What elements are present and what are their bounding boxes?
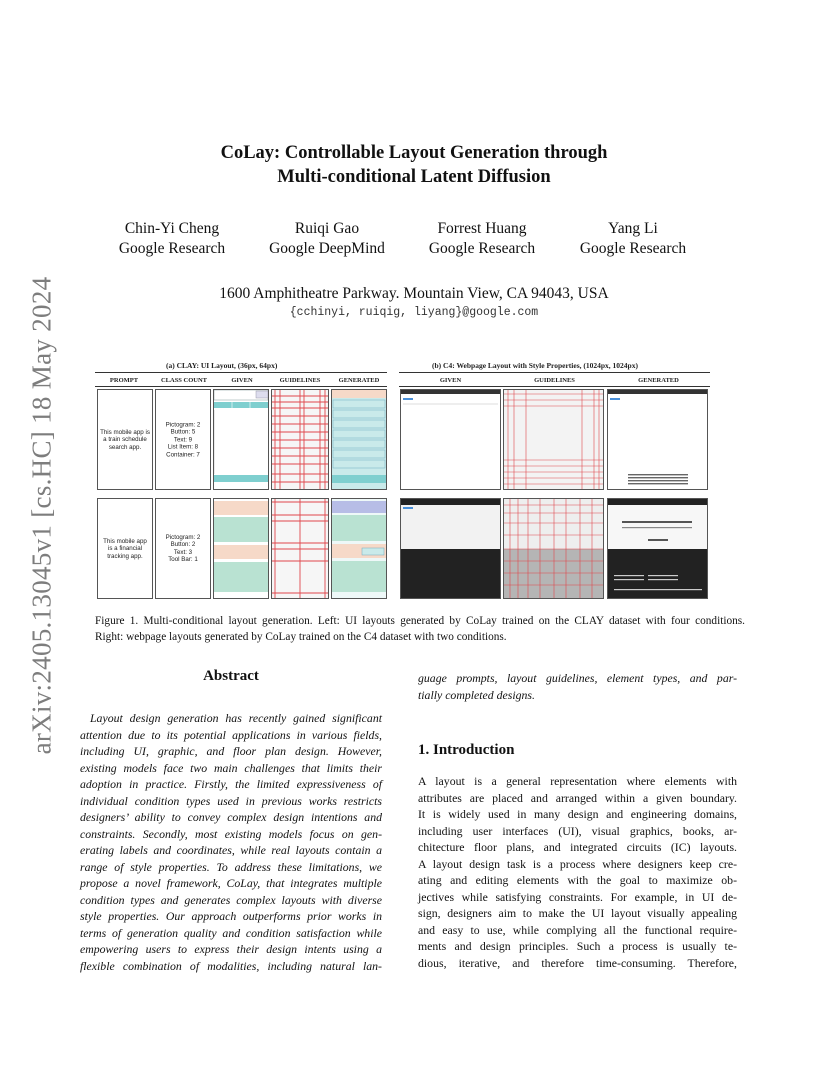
author-name: Forrest Huang (437, 220, 527, 237)
webpage-sketch (608, 390, 707, 489)
title-line: CoLay: Controllable Layout Generation through (220, 143, 608, 163)
guideline-layout (271, 498, 329, 599)
abstract-line: constraints. Secondly, most existing models focus on gen- (80, 826, 382, 841)
prompt-cell (97, 498, 153, 599)
abstract-line: propose a novel framework, CoLay, that integrates multiple (80, 876, 382, 890)
class-count-cell (155, 389, 211, 490)
column-header-prompt: PROMPT (109, 377, 139, 384)
abstract-line: erating labels and coordinates, while real layouts contain a (80, 843, 382, 857)
class-count-text: Pictogram: 2 Button: 2 Text: 3 Tool Bar: 1 (165, 533, 201, 563)
author-affiliation: Google DeepMind (269, 239, 385, 257)
webpage-sketch (608, 499, 707, 598)
arxiv-identifier: arXiv:2405.13045v1 [cs.HC] 18 May 2024 (26, 276, 57, 754)
intro-line: A layout is a general representation where elements with (418, 774, 737, 788)
webpage-guidelines (503, 498, 604, 599)
abstract-line: adoption in practice. Firstly, the limited expressiveness of (80, 777, 382, 791)
abstract-line: style properties. Our approach outperforms prior works in (80, 909, 382, 923)
class-count-text: Pictogram: 2 Button: 5 Text: 9 List Item: 8 Container: 7 (165, 420, 201, 458)
author-name: Chin-Yi Cheng (124, 220, 220, 237)
webpage-guidelines (503, 389, 604, 490)
abstract-line: condition types and generates complex layouts with diverse (80, 892, 382, 907)
abstract-line: Layout design generation has recently gained significant (90, 711, 382, 725)
author-block (269, 219, 385, 258)
prompt-text: This mobile app is a train schedule search app. (100, 428, 150, 451)
figure-1 (0, 356, 828, 604)
intro-line: It is widely used in many design and engineering domains, (418, 807, 737, 821)
column-header-generated: GENERATED (338, 377, 380, 384)
abstract-line: guage prompts, layout guidelines, element types, and par- (418, 671, 737, 685)
column-header-guidelines: GUIDELINES (534, 377, 575, 384)
abstract-line: empowering users to express their design intents using a (80, 942, 382, 956)
class-count-cell (155, 498, 211, 599)
guideline-layout (271, 389, 329, 490)
author-emails[interactable]: {cchinyi, ruiqig, liyang}@google.com (289, 306, 539, 319)
intro-line: including user interfaces (UI), visual graphics, books, ar- (418, 823, 737, 838)
prompt-text: This mobile app is a financial tracking app. (103, 537, 147, 560)
abstract-line: attention due to its potential applications in various fields, (80, 727, 382, 742)
author-affiliation: Google Research (118, 239, 226, 257)
intro-line: jectives while satisfying constraints. For example, in UI de- (418, 889, 737, 904)
author-block (429, 219, 535, 258)
intro-line: sign, designers aim to make the UI layout visually appealing (418, 906, 737, 920)
column-header-class-count: CLASS COUNT (160, 377, 208, 384)
column-header-guidelines: GUIDELINES (279, 377, 321, 384)
caption-line: Figure 1. Multi-conditional layout generation. Left: UI layouts generated by CoLay trained on the CLAY dataset with four conditions. (95, 615, 745, 627)
ui-layout-sketch (214, 499, 268, 598)
webpage-given (400, 389, 501, 490)
webpage-sketch (401, 499, 500, 598)
webpage-generated (607, 498, 708, 599)
column-header-given: GIVEN (439, 377, 462, 384)
guideline-sketch (272, 390, 328, 489)
abstract-line: designers’ ability to convey complex design intentions and (80, 810, 382, 824)
panel-title-c4: (b) C4: Webpage Layout with Style Properties, (1024px, 1024px) (432, 361, 638, 370)
abstract-body (80, 710, 382, 974)
prompt-cell (97, 389, 153, 490)
abstract-line: flexible combination of modalities, including natural lan- (80, 958, 382, 973)
introduction-body (418, 773, 737, 971)
abstract-line: terms of generation quality and condition satisfaction while (80, 925, 382, 940)
intro-line: dious, iterative, and therefore time-consuming. Therefore, (418, 955, 737, 970)
intro-line: A layout design task is a process where designers keep cre- (418, 856, 737, 871)
webpage-given (400, 498, 501, 599)
guideline-sketch (504, 499, 603, 598)
generated-layout (331, 498, 387, 599)
author-affiliation: Google Research (579, 239, 687, 257)
intro-line: attributes are placed and arranged within a given boundary. (418, 790, 737, 805)
header-rule (95, 372, 387, 373)
ui-layout-sketch (214, 390, 268, 489)
title-line: Multi-conditional Latent Diffusion (277, 167, 551, 187)
intro-line: ating and editing elements with the goal to maximize ob- (418, 873, 737, 887)
author-block (580, 219, 686, 258)
given-layout (213, 498, 269, 599)
abstract-line: tially completed designs. (418, 687, 535, 702)
header-rule (95, 386, 387, 387)
guideline-sketch (272, 499, 328, 598)
header-rule (399, 386, 710, 387)
abstract-heading: Abstract (203, 668, 259, 684)
panel-title-clay: (a) CLAY: UI Layout, (36px, 64px) (166, 361, 278, 370)
generated-ui-sketch (332, 390, 386, 489)
author-name: Yang Li (608, 220, 658, 237)
column-header-generated: GENERATED (638, 377, 679, 384)
column-header-given: GIVEN (231, 377, 253, 384)
intro-line: chitecture floor plans, and integrated circuits (IC) layouts. (418, 840, 737, 854)
webpage-generated (607, 389, 708, 490)
guideline-sketch (504, 390, 603, 489)
generated-layout (331, 389, 387, 490)
caption-line: Right: webpage layouts generated by CoLay trained on the C4 dataset with two conditions. (95, 631, 507, 643)
abstract-line: individual condition types used in previous works restricts (80, 793, 382, 808)
author-address: 1600 Amphitheatre Parkway. Mountain View, CA 94043, USA (219, 285, 609, 302)
figure-caption (95, 613, 745, 645)
header-rule (399, 372, 710, 373)
intro-line: ments and design principles. Such a process is usually te- (418, 939, 737, 953)
author-list (0, 219, 828, 259)
abstract-line: existing models face two main challenges that limits their (80, 760, 382, 775)
author-block (119, 219, 225, 258)
abstract-line: range of style properties. To address these limitations, we (80, 859, 382, 874)
author-affiliation: Google Research (428, 239, 536, 257)
author-name: Ruiqi Gao (294, 220, 360, 237)
webpage-sketch (401, 390, 500, 489)
intro-line: and easy to use, while complying all the functional require- (418, 922, 737, 937)
given-layout (213, 389, 269, 490)
generated-ui-sketch (332, 499, 386, 598)
abstract-continuation (418, 670, 737, 703)
paper-title (0, 141, 828, 189)
section-heading-introduction: 1. Introduction (418, 742, 515, 758)
abstract-line: including UI, graphic, and floor plan design. However, (80, 744, 382, 758)
